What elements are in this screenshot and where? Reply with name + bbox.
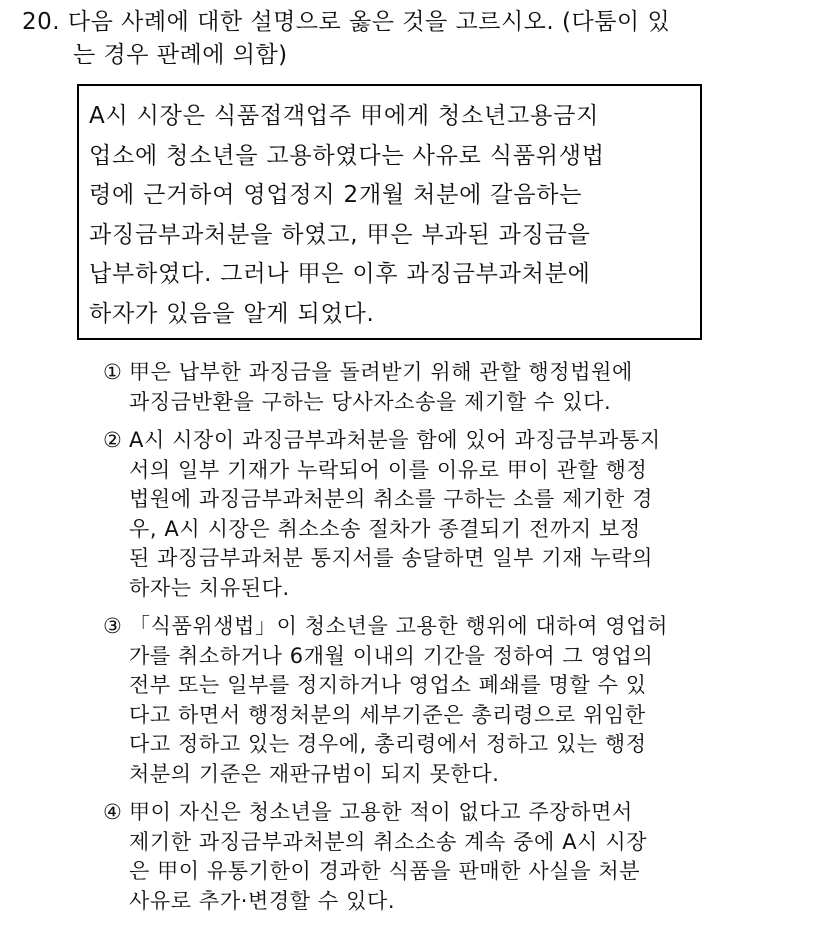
option-marker: ③ xyxy=(103,614,123,638)
case-line: A시 시장은 식품접객업주 甲에게 청소년고용금지 xyxy=(89,103,600,129)
question-line-2: 는 경우 판례에 의함) xyxy=(73,42,288,68)
option-text: 법원에 과징금부과처분의 취소를 구하는 소를 제기한 경 xyxy=(129,487,654,511)
question-number: 20. xyxy=(22,9,61,35)
option-text: 과징금반환을 구하는 당사자소송을 제기할 수 있다. xyxy=(129,389,612,414)
option-text: 서의 일부 기재가 누락되어 이를 이유로 甲이 관할 행정 xyxy=(129,457,648,482)
question-line-1 xyxy=(22,6,822,39)
option-3[interactable] xyxy=(103,612,823,789)
case-line: 납부하였다. 그러나 甲은 이후 과징금부과처분에 xyxy=(89,261,591,287)
option-text: 가를 취소하거나 6개월 이내의 기간을 정하여 그 영업의 xyxy=(129,643,654,668)
case-line: 령에 근거하여 영업정지 2개월 처분에 갈음하는 xyxy=(89,182,583,208)
option-marker: ④ xyxy=(103,800,123,824)
question-text: 다음 사례에 대한 설명으로 옳은 것을 고르시오. (다툼이 있 xyxy=(67,9,671,35)
option-text: 사유로 추가·변경할 수 있다. xyxy=(129,888,396,913)
option-text: 「식품위생법」이 청소년을 고용한 행위에 대하여 영업허 xyxy=(129,614,669,638)
option-text: 된 과징금부과처분 통지서를 송달하면 일부 기재 누락의 xyxy=(129,546,654,570)
option-text: 하자는 치유된다. xyxy=(129,575,290,600)
option-text: 처분의 기준은 재판규범이 되지 못한다. xyxy=(129,761,500,786)
option-4[interactable] xyxy=(103,798,823,916)
case-description-box xyxy=(77,84,702,340)
option-text: 다고 정하고 있는 경우에, 총리령에서 정하고 있는 행정 xyxy=(129,732,647,756)
option-text: 甲이 자신은 청소년을 고용한 적이 없다고 주장하면서 xyxy=(129,800,633,824)
case-line: 과징금부과처분을 하였고, 甲은 부과된 과징금을 xyxy=(89,221,591,248)
option-text: 전부 또는 일부를 정지하거나 영업소 폐쇄를 명할 수 있 xyxy=(129,673,647,697)
case-line: 업소에 청소년을 고용하였다는 사유로 식품위생법 xyxy=(89,142,605,169)
option-text: 우, A시 시장은 취소소송 절차가 종결되기 전까지 보정 xyxy=(129,516,641,541)
case-line: 하자가 있음을 알게 되었다. xyxy=(89,300,375,327)
option-text: 제기한 과징금부과처분의 취소소송 계속 중에 A시 시장 xyxy=(129,829,648,854)
option-text: 甲은 납부한 과징금을 돌려받기 위해 관할 행정법원에 xyxy=(129,360,633,384)
option-text: 다고 하면서 행정처분의 세부기준은 총리령으로 위임한 xyxy=(129,702,646,727)
question-stem xyxy=(22,6,822,72)
option-2[interactable] xyxy=(103,426,823,603)
option-marker: ① xyxy=(103,360,123,384)
option-text: A시 시장이 과징금부과처분을 함에 있어 과징금부과통지 xyxy=(129,428,661,452)
option-marker: ② xyxy=(103,428,123,452)
answer-options xyxy=(103,358,823,925)
option-1[interactable] xyxy=(103,358,823,417)
option-text: 은 甲이 유통기한이 경과한 식품을 판매한 사실을 처분 xyxy=(129,859,641,883)
